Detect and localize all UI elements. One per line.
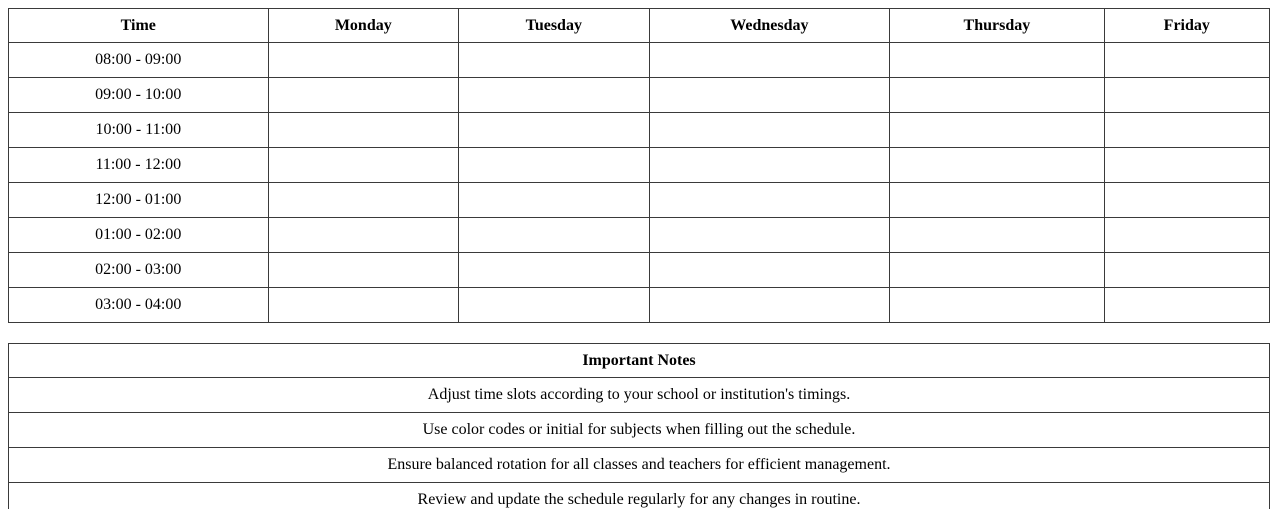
time-slot: 01:00 - 02:00 [9, 218, 269, 253]
schedule-cell [459, 148, 650, 183]
note-text: Review and update the schedule regularly for any changes in routine. [9, 483, 1270, 509]
schedule-cell [1104, 253, 1269, 288]
schedule-cell [459, 183, 650, 218]
time-slot: 10:00 - 11:00 [9, 113, 269, 148]
time-slot: 12:00 - 01:00 [9, 183, 269, 218]
schedule-cell [649, 113, 890, 148]
schedule-table [8, 8, 1270, 323]
schedule-cell [890, 183, 1104, 218]
schedule-cell [268, 148, 459, 183]
schedule-cell [890, 288, 1104, 323]
schedule-cell [1104, 43, 1269, 78]
table-row [9, 218, 1270, 253]
schedule-cell [268, 183, 459, 218]
schedule-cell [1104, 218, 1269, 253]
table-row [9, 78, 1270, 113]
schedule-cell [890, 253, 1104, 288]
time-slot: 09:00 - 10:00 [9, 78, 269, 113]
table-row [9, 253, 1270, 288]
column-header-tuesday: Tuesday [459, 9, 650, 43]
column-header-thursday: Thursday [890, 9, 1104, 43]
table-row [9, 148, 1270, 183]
table-row [9, 43, 1270, 78]
schedule-cell [1104, 113, 1269, 148]
list-item [9, 483, 1270, 509]
schedule-cell [459, 253, 650, 288]
time-slot: 02:00 - 03:00 [9, 253, 269, 288]
schedule-cell [268, 218, 459, 253]
schedule-cell [268, 78, 459, 113]
schedule-cell [649, 148, 890, 183]
time-slot: 03:00 - 04:00 [9, 288, 269, 323]
schedule-cell [649, 218, 890, 253]
note-text: Adjust time slots according to your school or institution's timings. [9, 378, 1270, 413]
schedule-cell [649, 183, 890, 218]
list-item [9, 413, 1270, 448]
time-slot: 11:00 - 12:00 [9, 148, 269, 183]
column-header-friday: Friday [1104, 9, 1269, 43]
schedule-cell [268, 253, 459, 288]
table-row [9, 183, 1270, 218]
schedule-cell [1104, 78, 1269, 113]
list-item [9, 448, 1270, 483]
schedule-cell [649, 78, 890, 113]
note-text: Ensure balanced rotation for all classes and teachers for efficient management. [9, 448, 1270, 483]
schedule-cell [1104, 288, 1269, 323]
column-header-time: Time [9, 9, 269, 43]
notes-table [8, 343, 1270, 509]
schedule-cell [459, 113, 650, 148]
schedule-cell [890, 148, 1104, 183]
notes-header-row [9, 344, 1270, 378]
schedule-cell [459, 218, 650, 253]
schedule-cell [890, 113, 1104, 148]
schedule-cell [890, 43, 1104, 78]
list-item [9, 378, 1270, 413]
schedule-cell [459, 43, 650, 78]
schedule-cell [649, 288, 890, 323]
schedule-cell [268, 43, 459, 78]
table-row [9, 113, 1270, 148]
time-slot: 08:00 - 09:00 [9, 43, 269, 78]
schedule-cell [890, 218, 1104, 253]
schedule-cell [268, 288, 459, 323]
schedule-cell [890, 78, 1104, 113]
schedule-cell [1104, 148, 1269, 183]
table-row [9, 288, 1270, 323]
schedule-cell [649, 43, 890, 78]
note-text: Use color codes or initial for subjects when filling out the schedule. [9, 413, 1270, 448]
schedule-cell [459, 288, 650, 323]
column-header-monday: Monday [268, 9, 459, 43]
schedule-cell [268, 113, 459, 148]
schedule-header-row [9, 9, 1270, 43]
schedule-cell [1104, 183, 1269, 218]
schedule-cell [649, 253, 890, 288]
schedule-cell [459, 78, 650, 113]
column-header-wednesday: Wednesday [649, 9, 890, 43]
notes-header: Important Notes [9, 344, 1270, 378]
